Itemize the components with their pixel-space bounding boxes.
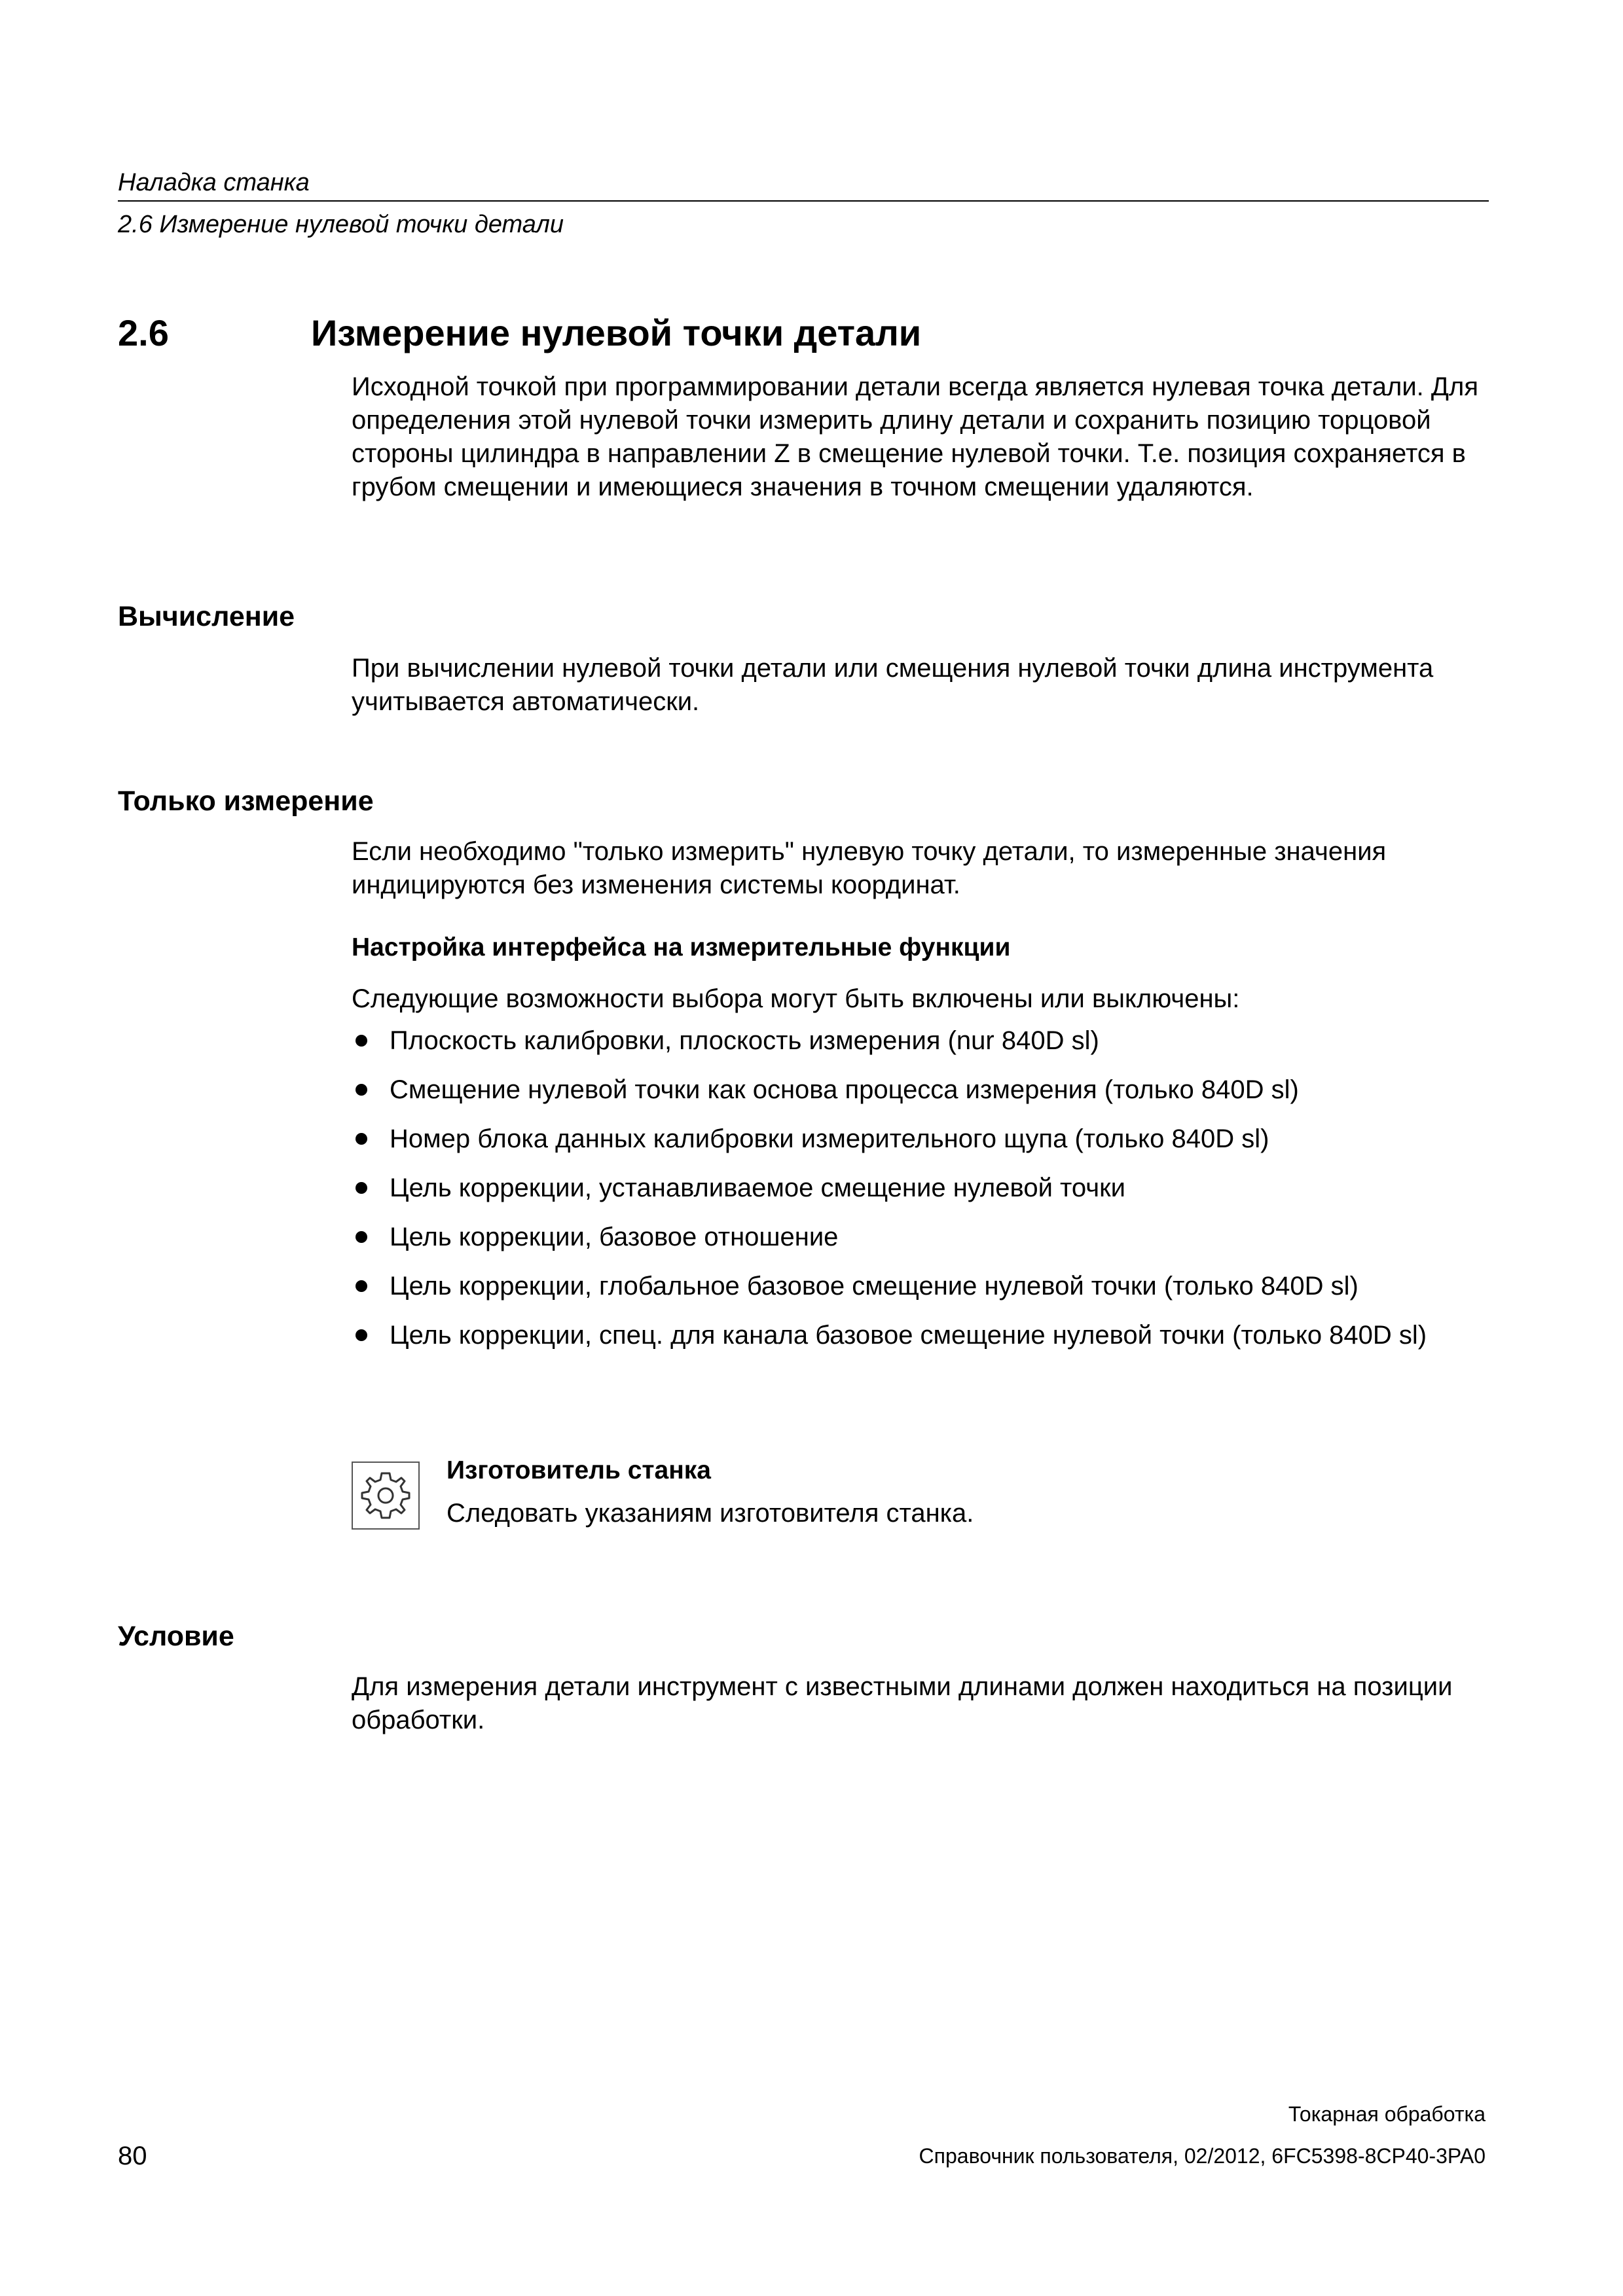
list-item (352, 1073, 1491, 1107)
page-number: 80 (118, 2142, 147, 2170)
list-item-text: Цель коррекции, устанавливаемое смещение нулевой точки (390, 1174, 1125, 1202)
bullet-dot (356, 1084, 367, 1096)
list-item-text: Цель коррекции, глобальное базовое смещение нулевой точки (только 840D sl) (390, 1272, 1359, 1300)
section-title: Измерение нулевой точки детали (311, 312, 922, 353)
bullet-dot (356, 1182, 367, 1194)
note-title: Изготовитель станка (447, 1456, 711, 1484)
heading-measure-only: Только измерение (118, 785, 374, 817)
bullet-dot (356, 1231, 367, 1243)
footer-reference: Справочник пользователя, 02/2012, 6FC5398-8CP40-3PA0 (919, 2144, 1486, 2168)
list-item (352, 1270, 1491, 1303)
bullet-dot (356, 1329, 367, 1341)
list-item (352, 1172, 1491, 1205)
list-item (352, 1122, 1491, 1156)
options-lead-text: Следующие возможности выбора могут быть включены или выключены: (352, 984, 1240, 1013)
bullet-dot (356, 1133, 367, 1145)
condition-paragraph: Для измерения детали инструмент с известными длинами должен находиться на позиции обработки. (352, 1672, 1453, 1734)
note-text: Следовать указаниям изготовителя станка. (447, 1499, 974, 1528)
measure-only-paragraph: Если необходимо "только измерить" нулевую точку детали, то измеренные значения индицируются без изменения системы координат. (352, 837, 1387, 899)
list-item-text: Плоскость калибровки, плоскость измерения (nur 840D sl) (390, 1026, 1099, 1055)
list-item-text: Цель коррекции, базовое отношение (390, 1223, 839, 1251)
list-item (352, 1024, 1491, 1058)
bullet-dot (356, 1035, 367, 1047)
list-item-text: Номер блока данных калибровки измерительного щупа (только 840D sl) (390, 1124, 1269, 1153)
calculation-paragraph: При вычислении нулевой точки детали или смещения нулевой точки длина инструмента учитывается автоматически. (352, 654, 1434, 716)
bullet-dot (356, 1280, 367, 1292)
list-item (352, 1221, 1491, 1254)
header-rule (118, 200, 1489, 202)
list-item-text: Смещение нулевой точки как основа процесса измерения (только 840D sl) (390, 1075, 1299, 1104)
section-number: 2.6 (118, 312, 169, 353)
options-list (352, 1024, 1491, 1368)
list-item (352, 1319, 1491, 1352)
heading-calculation: Вычисление (118, 601, 295, 632)
intro-paragraph: Исходной точкой при программировании детали всегда является нулевая точка детали. Для определения этой нулевой точки измерить длину детали и сохранить позицию торцовой стороны цилиндра в направлении Z в смещение нулевой точки. Т.е. позиция сохраняется в грубом смещении и имеющиеся значения в точном смещении удаляются. (352, 372, 1478, 501)
running-header-section: 2.6 Измерение нулевой точки детали (118, 211, 564, 238)
subheading-interface-setup: Настройка интерфейса на измерительные функции (352, 933, 1011, 961)
list-item-text: Цель коррекции, спец. для канала базовое смещение нулевой точки (только 840D sl) (390, 1321, 1427, 1350)
running-header-chapter: Наладка станка (118, 169, 310, 196)
heading-condition: Условие (118, 1621, 234, 1652)
footer-book-title: Токарная обработка (1288, 2102, 1486, 2126)
gear-icon (352, 1462, 420, 1530)
